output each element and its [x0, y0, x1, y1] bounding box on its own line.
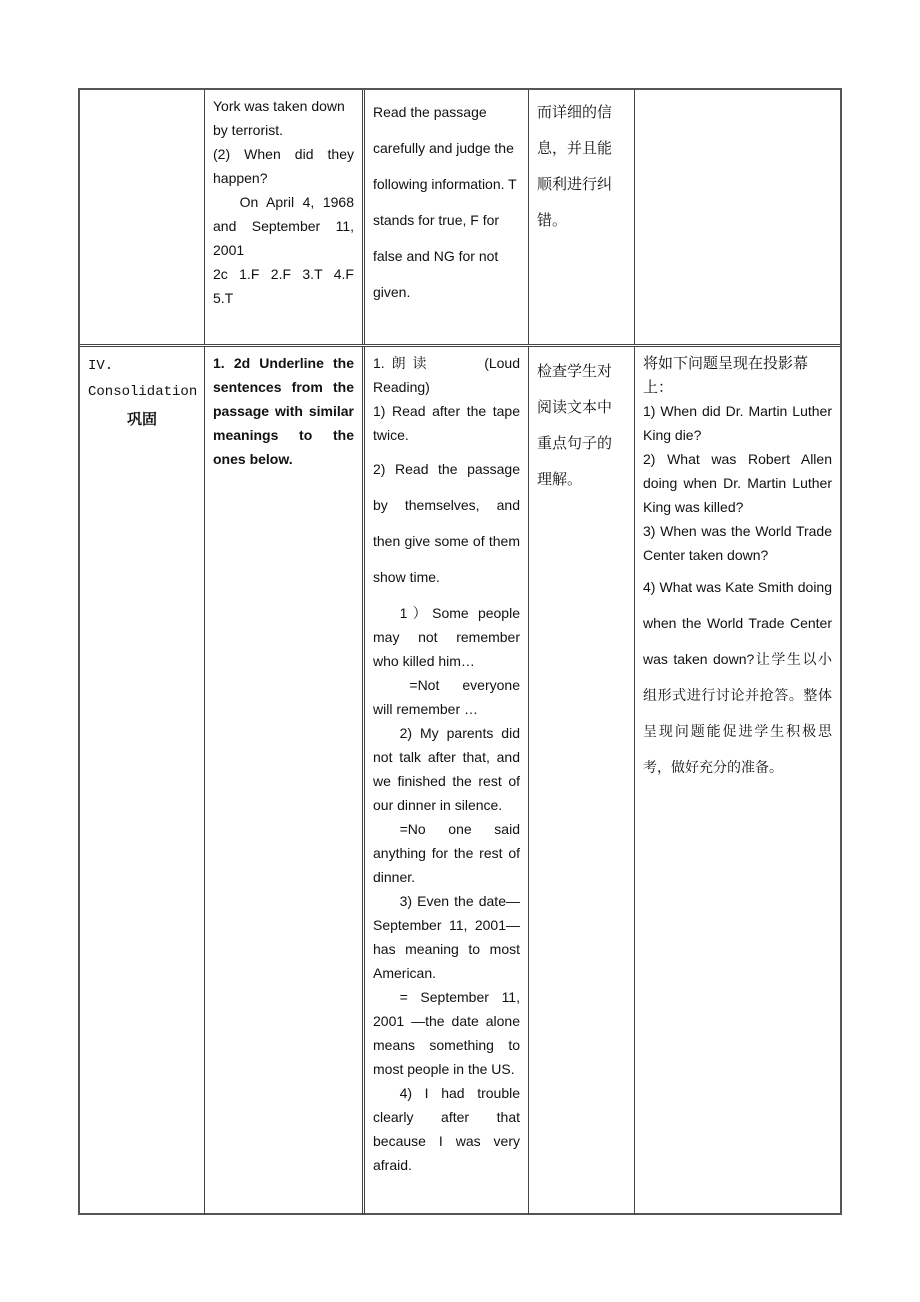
stage-number: IV. [88, 358, 114, 374]
procedure-cell [362, 347, 528, 1215]
stage-cell [80, 90, 204, 344]
step-loud-reading: 1.朗读 (Loud Reading) [373, 355, 520, 395]
sentence-2-equivalent: =No one said anything for the rest of dinner. [373, 821, 520, 885]
stage-cn: 巩固 [126, 410, 157, 428]
purpose-cell [528, 90, 634, 344]
sentence-3-equivalent: = September 11, 2001 —the date alone means something to most people in the US. [373, 989, 520, 1077]
question-3: 3) When was the World Trade Center taken down? [643, 523, 832, 563]
sentence-4: 4) I had trouble clearly after that because I was very afraid. [373, 1085, 520, 1173]
notes-cell [634, 90, 840, 344]
sentence-2: 2) My parents did not talk after that, and we finished the rest of our dinner in silence. [373, 725, 520, 813]
procedure-cell [362, 90, 528, 344]
table-row [80, 344, 840, 1215]
question-2: 2) What was Robert Allen doing when Dr. Martin Luther King was killed? [643, 451, 832, 515]
procedure-text: Read the passage carefully and judge the following information. T stands for true, F for false and NG for not given. [373, 104, 517, 300]
content-cell [204, 347, 362, 1215]
content-line: On April 4, 1968 and September 11, 2001 [213, 194, 354, 258]
stage-cell [80, 347, 204, 1215]
step-read-themselves: 2) Read the passage by themselves, and then give some of them show time. [373, 461, 520, 585]
notes-intro: 将如下问题呈现在投影幕上： [643, 354, 809, 396]
table-row [80, 90, 840, 344]
content-line: York was taken down by terrorist. [213, 98, 345, 138]
notes-cell [634, 347, 840, 1215]
content-cell [204, 90, 362, 344]
sentence-3: 3) Even the date—September 11, 2001—has meaning to most American. [373, 893, 520, 981]
question-1: 1) When did Dr. Martin Luther King die? [643, 403, 832, 443]
purpose-text: 而详细的信息，并且能顺利进行纠错。 [537, 103, 613, 229]
sentence-1: 1）Some people may not remember who killed him… [373, 605, 520, 669]
question-4: 4) What was Kate Smith doing when the World Trade Center was taken down?让学生以小组形式进行讨论并抢答。整体呈现问题能促进学生积极思考，做好充分的准备。 [643, 579, 832, 775]
activity-title: 1. 2d Underline the sentences from the passage with similar meanings to the ones below. [213, 355, 354, 467]
purpose-text: 检查学生对阅读文本中重点句子的理解。 [537, 362, 613, 488]
sentence-1-equivalent: =Not everyone will remember … [373, 677, 520, 717]
lesson-plan-table [78, 88, 842, 1215]
content-line: (2) When did they happen? [213, 146, 354, 186]
answer-key: 2c 1.F 2.F 3.T 4.F 5.T [213, 266, 354, 306]
step-read-after: 1) Read after the tape twice. [373, 403, 520, 443]
stage-name: Consolidation [88, 384, 198, 400]
purpose-cell [528, 347, 634, 1215]
